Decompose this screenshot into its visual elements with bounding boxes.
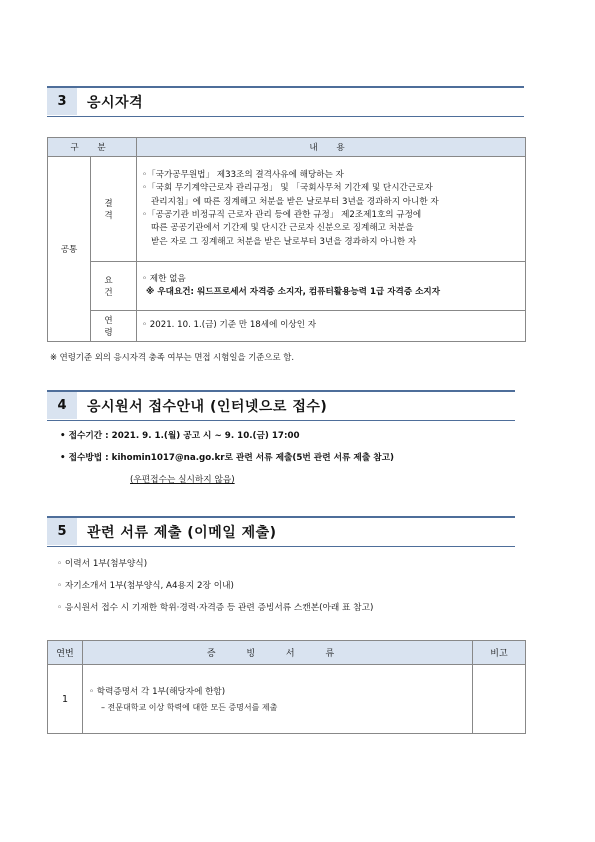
document-item: ◦ 학력증명서 각 1부(해당자에 한함): [89, 687, 226, 697]
content-line: ◦「국회 무기계약근로자 관리규정」 및 「국회사무처 기간제 및 단시간근로자: [142, 183, 433, 194]
documents-table: [47, 640, 526, 734]
requirement-content: [137, 262, 526, 311]
documents-table-header: [48, 641, 526, 665]
row-documents: [83, 665, 473, 734]
header-documents: 증 빙 서 류: [83, 641, 473, 665]
section-3-heading: [47, 88, 143, 115]
table-row: [48, 262, 526, 311]
section-5-number: 5: [47, 518, 77, 545]
content-line: 따른 공공기관에서 기간제 및 단시간 근로자 신분으로 징계해고 처분을: [151, 223, 414, 234]
section-4-bottom-line: [47, 420, 515, 421]
content-line: ◦「국가공무원법」 제33조의 결격사유에 해당하는 자: [142, 170, 344, 181]
sub-category-age: 연 령: [91, 311, 137, 342]
section-5-bottom-line: [47, 546, 515, 547]
header-no: 연번: [48, 641, 83, 665]
section-4-number: 4: [47, 392, 77, 419]
qualification-table-header: [48, 138, 526, 157]
sub-category-requirement: 요 건: [91, 262, 137, 311]
list-item: ◦ 응시원서 접수 시 기재한 학위·경력·자격증 등 관련 증빙서류 스캔본(아래 표 참고): [57, 603, 374, 613]
document-sub-item: – 전문대학교 이상 학력에 대한 모든 증명서를 제출: [101, 703, 278, 712]
table-row: [48, 157, 526, 262]
row-number: 1: [48, 665, 83, 734]
application-method: • 접수방법 : kihomin1017@na.go.kr로 관련 서류 제출(5번 관련 서류 제출 참고): [60, 453, 394, 463]
age-criteria-note: ※ 연령기준 외의 응시자격 충족 여부는 면접 시험일을 기준으로 함.: [50, 352, 294, 362]
section-5-heading: [47, 518, 277, 545]
disqualification-content: [137, 157, 526, 262]
table-row: [48, 665, 526, 734]
content-line: ◦「공공기관 비정규직 근로자 관리 등에 관한 규정」 제2조제1호의 규정에: [142, 210, 422, 220]
section-3-bottom-line: [47, 116, 524, 117]
table-row: [48, 311, 526, 342]
preference-note: ※ 우대요건: 워드프로세서 자격증 소지자, 컴퓨터활용능력 1급 자격증 소지자: [146, 287, 441, 297]
section-3-number: 3: [47, 88, 77, 115]
list-item: ◦ 이력서 1부(첨부양식): [57, 559, 148, 569]
row-remarks: [473, 665, 526, 734]
section-3-title: 응시자격: [87, 94, 144, 111]
age-content: [137, 311, 526, 342]
category-cell: 공통: [48, 157, 91, 342]
list-item: ◦ 자기소개서 1부(첨부양식, A4용지 2장 이내): [57, 581, 234, 591]
postal-note: (우편접수는 실시하지 않음): [130, 475, 235, 485]
header-content: 내 용: [137, 138, 526, 157]
content-line: 관리지침」에 따른 징계해고 처분을 받은 날로부터 3년을 경과하지 아니한 자: [151, 196, 439, 207]
application-period: • 접수기간 : 2021. 9. 1.(월) 공고 시 ∼ 9. 10.(금) 17:00: [60, 431, 300, 441]
section-4-title: 응시원서 접수안내 (인터넷으로 접수): [87, 398, 328, 415]
content-line: ◦ 제한 없음: [142, 273, 186, 284]
qualification-table: [47, 137, 526, 342]
content-line: 받은 자로 그 징계해고 처분을 받은 날로부터 3년을 경과하지 아니한 자: [151, 236, 417, 247]
sub-category-disqualification: 결 격: [91, 157, 137, 262]
header-category: 구 분: [48, 138, 137, 157]
content-line: ◦ 2021. 10. 1.(금) 기준 만 18세에 이상인 자: [142, 320, 317, 331]
section-5-title: 관련 서류 제출 (이메일 제출): [87, 524, 277, 541]
header-remarks: 비고: [473, 641, 526, 665]
section-4-heading: [47, 392, 327, 419]
